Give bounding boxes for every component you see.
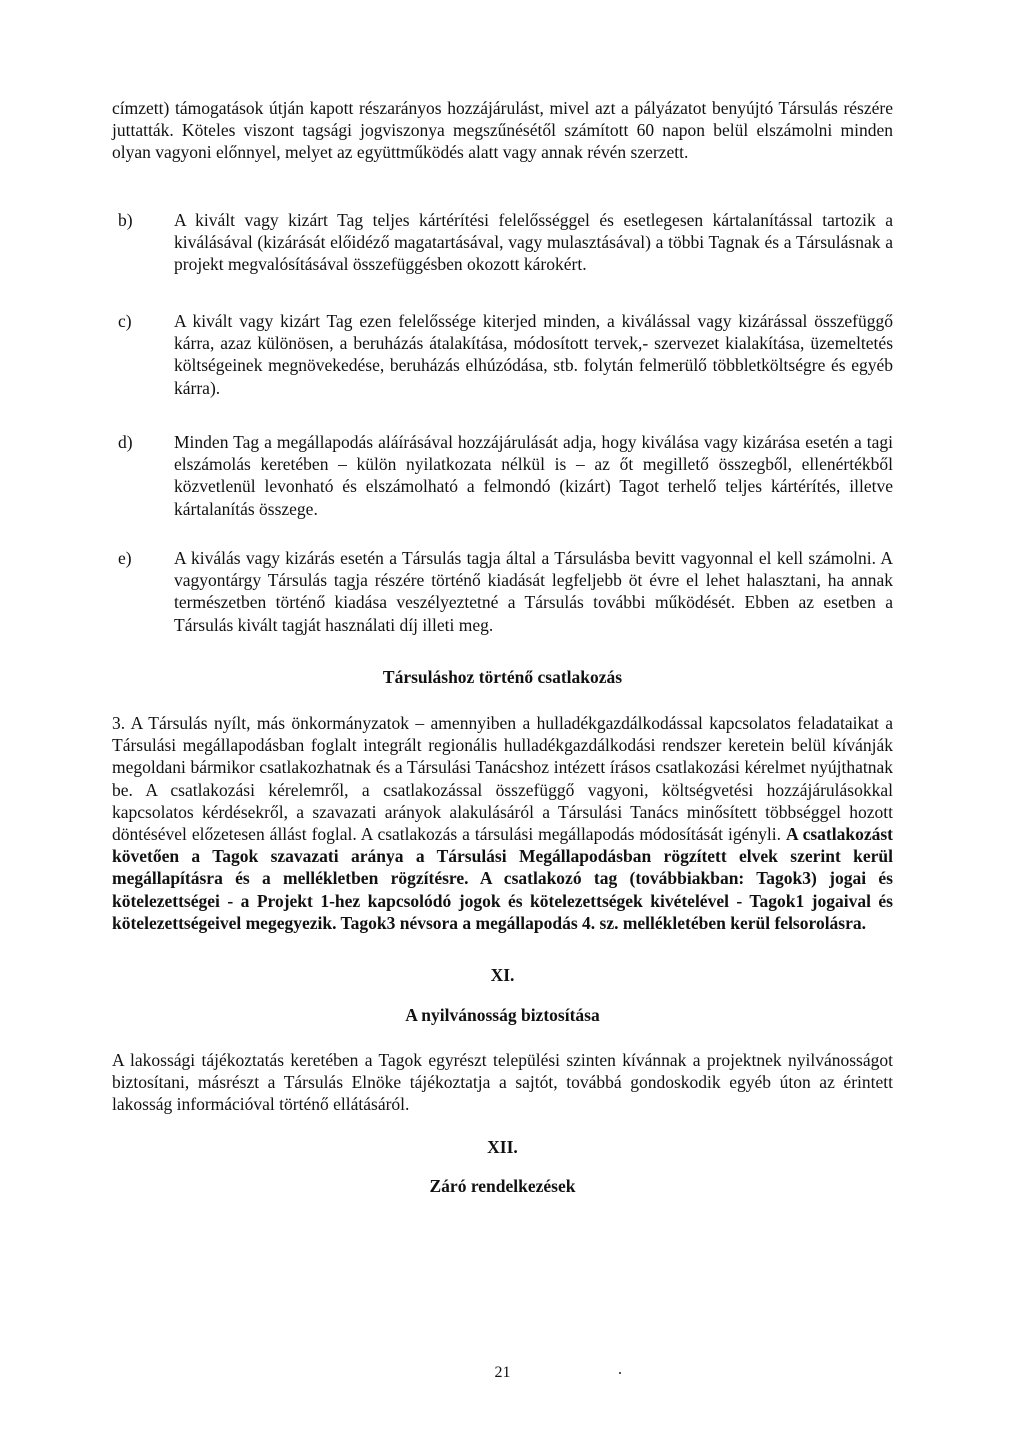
joining-paragraph	[112, 712, 893, 934]
paragraph-number: 3.	[112, 713, 126, 733]
joining-text: A Társulás nyílt, más önkormányzatok – amennyiben a hulladékgazdálkodással kapcsolatos feladataikat a Társulási megállapodásban foglalt integrált regionális hulladékgazdálkodási rendszer keretein belül kívánják megoldani bármikor csatlakozhatnak és a Társulási Tanácshoz intézett írásos csatlakozási kérelmet nyújthatnak be. A csatlakozási kérelemről, a csatlakozással összefüggő vagyoni, költségvetési hozzájárulásokkal kapcsolatos kérdésekről, a szavazati arányok alakulásáról a Társulási Tanács minősített többséggel hozott döntésével előzetesen állást foglal. A csatlakozás a társulási megállapodás módosítását igényli.	[112, 713, 894, 845]
list-item-b	[118, 209, 893, 276]
section-number-xii: XII.	[487, 1137, 518, 1157]
list-item-text: A kivált vagy kizárt Tag teljes kártérítési felelősséggel és esetlegesen kártalanítással tartozik a kiválásával (kizárását előidéző magatartásával, vagy mulasztásával) a többi Tagnak és a Társulásnak a projekt megvalósításával összefüggésben okozott károkért.	[174, 210, 893, 275]
list-item-label: c)	[118, 311, 132, 331]
list-item-label: b)	[118, 210, 133, 230]
joining-bold-text: A csatlakozást követően a Tagok szavazati aránya a Társulási Megállapodásban rögzített elvek szerint kerül megállapításra és a mellékletben rögzítésre. A csatlakozó tag (továbbiakban: Tagok3) jogai és kötelezettségei - a Projekt 1-hez kapcsolódó jogok és kötelezettségek kivételével - Tagok1 jogaival és kötelezettségeivel megegyezik. Tagok3 névsora a megállapodás 4. sz. mellékletében kerül felsorolásra.	[112, 824, 893, 933]
list-item-e	[118, 547, 893, 636]
section-number-xi: XI.	[490, 965, 515, 985]
section-heading-xii: Záró rendelkezések	[429, 1176, 576, 1196]
section-heading-xi: A nyilvánosság biztosítása	[405, 1005, 600, 1025]
list-item-label: d)	[118, 432, 133, 452]
list-item-c	[118, 310, 893, 399]
section-heading-joining: Társuláshoz történő csatlakozás	[382, 667, 623, 687]
scan-speck	[619, 1372, 621, 1374]
page-number: 21	[494, 1364, 511, 1381]
list-item-d	[118, 431, 893, 520]
intro-paragraph: címzett) támogatások útján kapott részarányos hozzájárulást, mivel azt a pályázatot benyújtó Társulás részére juttatták. Köteles viszont tagsági jogviszonya megszűnésétől számított 60 napon belül elszámolni minden olyan vagyoni előnnyel, melyet az együttműködés alatt vagy annak révén szerzett.	[112, 98, 893, 163]
list-item-label: e)	[118, 548, 132, 568]
list-item-text: A kiválás vagy kizárás esetén a Társulás tagja által a Társulásba bevitt vagyonnal el kell számolni. A vagyontárgy Társulás tagja részére történő kiadását legfeljebb öt évre el lehet halasztani, ha annak természetben történő kiadása veszélyeztetné a Társulás további működését. Ebben az esetben a Társulás kivált tagját használati díj illeti meg.	[174, 548, 893, 635]
publicity-paragraph: A lakossági tájékoztatás keretében a Tagok egyrészt települési szinten kívánnak a projektnek nyilvánosságot biztosítani, másrészt a Társulás Elnöke tájékoztatja a sajtót, továbbá gondoskodik egyéb úton az érintett lakosság információval történő ellátásáról.	[112, 1050, 893, 1115]
list-item-text: A kivált vagy kizárt Tag ezen felelőssége kiterjed minden, a kiválással vagy kizárással összefüggő kárra, azaz különösen, a beruházás átalakítása, módosított tervek,- szervezet kialakítása, üzemeltetés költségeinek megnövekedése, beruházás elhúzódása, stb. folytán felmerülő többletköltségre és egyéb kárra).	[174, 311, 893, 398]
list-item-text: Minden Tag a megállapodás aláírásával hozzájárulását adja, hogy kiválása vagy kizárása esetén a tagi elszámolás keretében – külön nyilatkozata nélkül is – az őt megillető összegből, ellenértékből közvetlenül levonható és elszámolható a felmondó (kizárt) Tagot terhelő teljes kártérítés, illetve kártalanítás összege.	[174, 432, 893, 519]
